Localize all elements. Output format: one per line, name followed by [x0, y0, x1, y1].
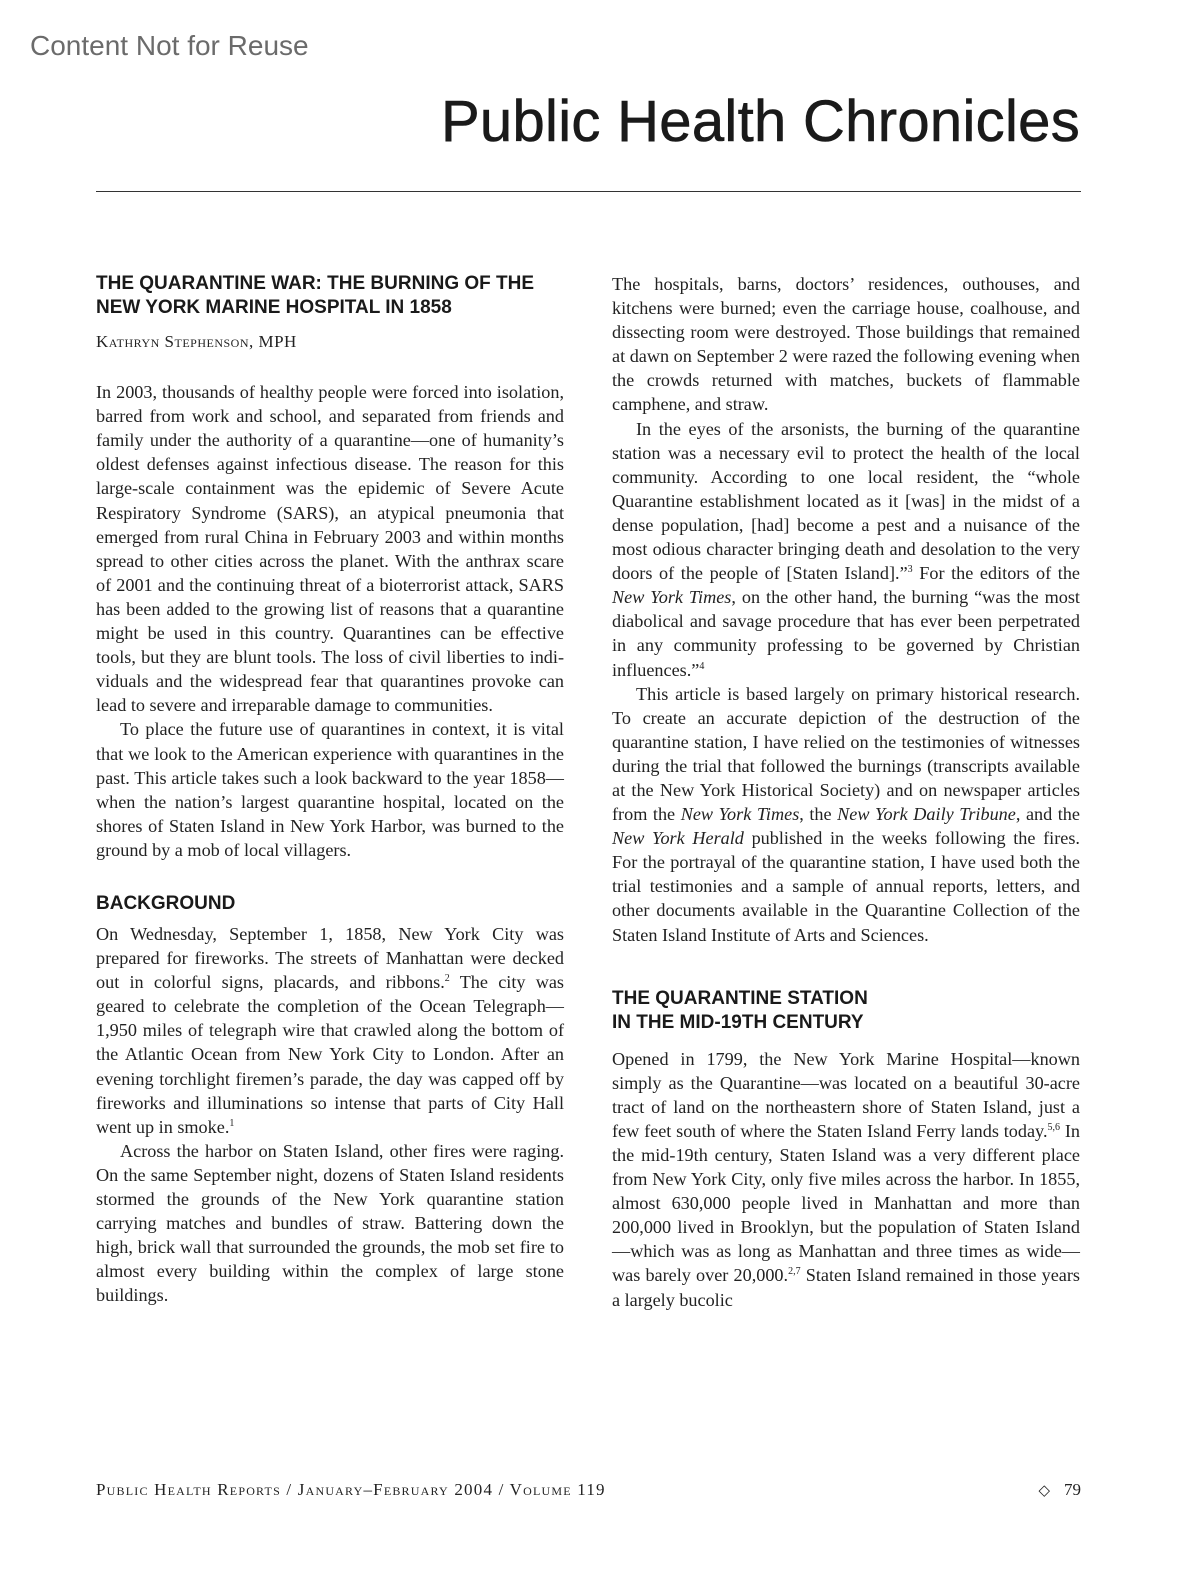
right-column [612, 272, 1080, 1312]
reference-marker: 5,6 [1047, 1121, 1061, 1133]
newspaper-name: New York Herald [612, 828, 744, 849]
diamond-icon: ◇ [1038, 1481, 1050, 1499]
reference-marker: 4 [699, 660, 705, 672]
page-footer [96, 1480, 1081, 1500]
journal-citation: Public Health Reports / January–February 2004 / Volume 119 [96, 1480, 606, 1499]
section-title: Public Health Chronicles [440, 89, 1080, 154]
left-column [96, 272, 564, 1307]
watermark: Content Not for Reuse [30, 30, 309, 61]
body-paragraph: The hospitals, barns, doctors’ residences, outhouses, and kitchens were burned; even the carriage house, coalhouse, and dissecting room were destroyed. Those buildings that remained at dawn on September 2 were razed the following evening when the crowds returned with matches, buckets of flammable camphene, and straw. [612, 274, 1080, 415]
reference-marker: 3 [907, 564, 913, 576]
author-byline: Kathryn Stephenson, MPH [96, 332, 297, 351]
body-paragraph: This article is based largely on primary historical research. To create an accurate depiction of the destruction of the quarantine station, I have relied on the testimonies of witnesses during the trial that followed the burnings (transcripts available at the New York Historical Society) and on newspaper articles from the New York Times, the New York Daily Tribune, and the New York Herald published in the weeks following the fires. For the portrayal of the quarantine station, I have used both the trial testimonies and a sample of annual reports, letters, and other documents available in the Quarantine Collection of the Staten Island Institute of Arts and Sciences. [612, 683, 1080, 945]
section-heading-background: BACKGROUND [96, 892, 236, 914]
reference-marker: 2,7 [788, 1266, 801, 1278]
page-number: 79 [1064, 1480, 1081, 1499]
body-paragraph: Across the harbor on Staten Island, other fires were raging. On the same September night, dozens of Staten Island residents stormed the grounds of the New York quarantine station carrying matches and bundles of straw. Battering down the high, brick wall that surrounded the grounds, the mob set fire to almost every building within the complex of large stone buildings. [96, 1140, 564, 1306]
newspaper-name: New York Daily Tribune [837, 804, 1016, 825]
body-paragraph: In the eyes of the arsonists, the burning of the quarantine station was a necessary evil to protect the health of the local community. According to one local resident, the “whole Quarantine establishment located as it [was] in the midst of a dense population, [had] become a pest and a nuisance of the most odious character bringing death and desolation to the very doors of the people of [Staten Island].”$^3$ For the editors of the New York Times, on the other hand, the burning “was the most diabolical and savage procedure that has ever been perpetrated in any community professing to be governed by Christian influences.”$^4$ [612, 418, 1081, 680]
header-rule [96, 191, 1081, 192]
reference-marker: 2 [444, 973, 450, 985]
body-paragraph: Opened in 1799, the New York Marine Hospital—known simply as the Quarantine—was located on a beautiful 30-acre tract of land on the northeastern shore of Staten Island, just a few feet south of where the Staten Island Ferry lands today.$^{5,6}$ In the mid-19th century, Staten Island was a very different place from New York City, only five miles across the harbor. In 1855, almost 630,000 people lived in Manhattan and more than 200,000 lived in Brooklyn, but the population of Staten Island—which was as long as Manhattan and three times as wide—was barely over 20,000.$^{2,7}$ Staten Island remained in those years a largely bucolic [612, 1048, 1080, 1310]
newspaper-name: New York Times [680, 804, 800, 825]
intro-paragraph: To place the future use of quarantines in context, it is vital that we look to the American experience with quarantines in the past. This article takes such a look backward to the year 1858—when the nation’s largest quarantine hospital, located on the shores of Staten Island in New York Harbor, was burned to the ground by a mob of local villagers. [96, 719, 564, 860]
article-title: THE QUARANTINE WAR: THE BURNING OF THE NEW YORK MARINE HOSPITAL IN 1858 [96, 273, 535, 318]
newspaper-name: New York Times [612, 587, 732, 608]
intro-paragraph: In 2003, thousands of healthy people were forced into isolation, barred from work and school, and separated from friends and family under the authority of a quarantine—one of humanity’s oldest defenses against infectious disease. The reason for this large-scale containment was the epidemic of Severe Acute Respiratory Syndrome (SARS), an atypical pneumonia that emerged from rural China in February 2003 and within months spread to other cities across the planet. With the anthrax scare of 2001 and the continuing threat of a bioterrorist attack, SARS has been added to the growing list of reasons that a quarantine might be used in this country. Quarantines can be effective tools, but they are blunt tools. The loss of civil liberties to individuals and the widespread fear that quarantines provoke can lead to severe and irreparable damage to communities. [96, 382, 564, 716]
body-paragraph: On Wednesday, September 1, 1858, New York City was prepared for fireworks. The streets of Manhattan were decked out in colorful signs, placards, and ribbons.$^2$ The city was geared to celebrate the completion of the Ocean Telegraph—1,950 miles of telegraph wire that crawled along the bottom of the Atlantic Ocean from New York City to London. After an evening torchlight firemen’s parade, the day was capped off by fireworks and illuminations so intense that parts of City Hall went up in smoke.$^1$ [96, 923, 564, 1137]
section-heading-quarantine-station: THE QUARANTINE STATION IN THE MID-19TH CENTURY [612, 987, 868, 1033]
reference-marker: 1 [229, 1117, 235, 1129]
